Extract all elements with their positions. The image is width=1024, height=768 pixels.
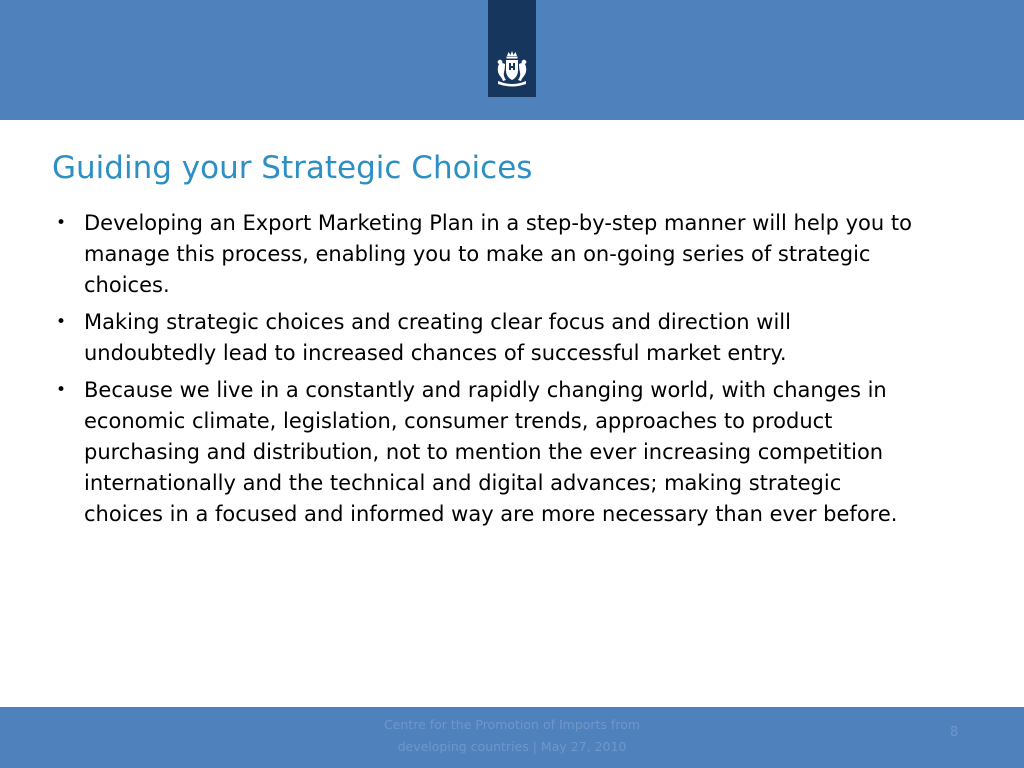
footer-line-organization: Centre for the Promotion of Imports from: [383, 717, 641, 732]
footer-caption: [352, 714, 672, 758]
bullet-item: [52, 375, 922, 530]
bullet-item: [52, 208, 922, 301]
bullet-text: Developing an Export Marketing Plan in a step-by-step manner will help you to manage this process, enabling you to make an on-going series of strategic choices.: [84, 211, 912, 297]
bullet-text: Because we live in a constantly and rapidly changing world, with changes in economic climate, legislation, consumer trends, approaches to product purchasing and distribution, not to mention the ever increasing competition internationally and the technical and digital advances; making strategic choices in a focused and informed way are more necessary than ever before.: [84, 378, 898, 526]
coat-of-arms-icon: [492, 50, 532, 90]
bullet-item: [52, 307, 922, 369]
footer-line-date: developing countries | May 27, 2010: [397, 739, 627, 754]
slide-title: Guiding your Strategic Choices: [52, 150, 533, 186]
bullet-marker-icon: •: [56, 312, 67, 332]
bullet-list: [52, 208, 922, 536]
bullet-marker-icon: •: [56, 380, 67, 400]
bullet-marker-icon: •: [56, 213, 67, 233]
emblem-strip: [488, 0, 536, 97]
bullet-text: Making strategic choices and creating clear focus and direction will undoubtedly lead to increased chances of successful market entry.: [84, 310, 791, 365]
page-number: 8: [950, 725, 959, 740]
